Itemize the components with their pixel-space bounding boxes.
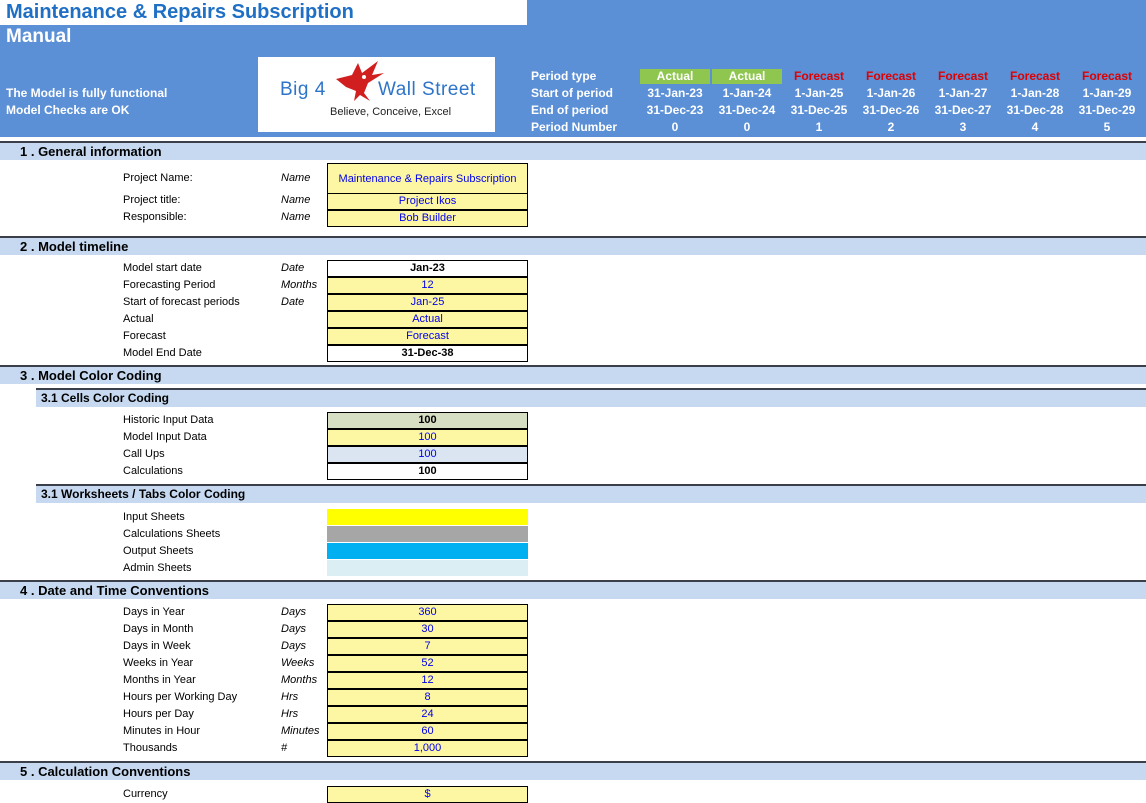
period-end-cell: 31-Dec-26 (862, 103, 920, 117)
company-logo (258, 57, 495, 132)
row-unit: Months (281, 674, 318, 686)
row-label: Model End Date (123, 347, 202, 359)
row-unit: Days (281, 623, 307, 635)
row-unit: Days (281, 640, 307, 652)
period-type-cell: Forecast (865, 69, 917, 83)
period-start-cell: 1-Jan-29 (1082, 86, 1132, 100)
row-unit: Weeks (281, 657, 315, 669)
row-label: Days in Year (123, 606, 185, 618)
subsection-title: 3.1 Worksheets / Tabs Color Coding (41, 487, 246, 501)
row-label: Admin Sheets (123, 562, 192, 574)
row-label: Minutes in Hour (123, 725, 201, 737)
convention-input[interactable]: 60 (327, 723, 528, 740)
period-number-cell: 3 (959, 120, 967, 134)
period-number-cell: 0 (743, 120, 751, 134)
row-unit: Date (281, 262, 305, 274)
row-label: Weeks in Year (123, 657, 194, 669)
calculations-sample[interactable]: 100 (327, 463, 528, 480)
row-label: Thousands (123, 742, 178, 754)
model-input-sample[interactable]: 100 (327, 429, 528, 446)
row-label: Model start date (123, 262, 202, 274)
row-label: Hours per Working Day (123, 691, 238, 703)
historic-input-sample[interactable]: 100 (327, 412, 528, 429)
logo-brand-left: Big 4 (280, 79, 326, 100)
output-sheets-swatch (327, 543, 528, 559)
period-start-cell: 1-Jan-24 (722, 86, 772, 100)
logo-brand-right: Wall Street (378, 79, 476, 100)
row-label: Input Sheets (123, 511, 185, 523)
logo-tagline: Believe, Conceive, Excel (330, 106, 452, 118)
row-label: Actual (123, 313, 154, 325)
period-end-cell: 31-Dec-24 (718, 103, 776, 117)
period-type-cell: Forecast (937, 69, 989, 83)
model-start-date-cell[interactable]: Jan-23 (327, 260, 528, 277)
period-number-cell: 4 (1031, 120, 1039, 134)
period-number-cell: 5 (1103, 120, 1111, 134)
period-type-cell: Forecast (1081, 69, 1133, 83)
subsection-title: 3.1 Cells Color Coding (41, 391, 170, 405)
model-checks-text: Model Checks are OK (6, 103, 130, 117)
project-title-input[interactable]: Project Ikos (327, 193, 528, 210)
row-label: Currency (123, 788, 168, 800)
period-type-cell: Actual (712, 69, 782, 84)
row-label: Days in Week (123, 640, 191, 652)
convention-input[interactable]: 7 (327, 638, 528, 655)
period-number-cell: 0 (671, 120, 679, 134)
period-end-cell: 31-Dec-28 (1006, 103, 1064, 117)
period-start-cell: 1-Jan-27 (938, 86, 988, 100)
start-of-period-label: Start of period (531, 86, 614, 100)
row-unit: Hrs (281, 708, 299, 720)
convention-input[interactable]: 12 (327, 672, 528, 689)
period-number-cell: 2 (887, 120, 895, 134)
row-unit: Name (281, 172, 311, 184)
subsection-cells-color-coding (36, 388, 1146, 407)
section-model-color-coding (0, 365, 1146, 384)
actual-label-input[interactable]: Actual (327, 311, 528, 328)
page-subtitle: Manual (6, 26, 72, 47)
period-end-cell: 31-Dec-27 (934, 103, 992, 117)
responsible-input[interactable]: Bob Builder (327, 210, 528, 227)
row-label: Project title: (123, 194, 181, 206)
model-end-date-cell[interactable]: 31-Dec-38 (327, 345, 528, 362)
calculation-sheets-swatch (327, 526, 528, 542)
period-end-cell: 31-Dec-29 (1078, 103, 1136, 117)
input-sheets-swatch (327, 509, 528, 525)
period-number-cell: 1 (815, 120, 823, 134)
period-start-cell: 31-Jan-23 (647, 86, 703, 100)
row-unit: # (281, 742, 288, 754)
row-label: Start of forecast periods (123, 296, 240, 308)
row-unit: Minutes (281, 725, 320, 737)
section-title: 4 . Date and Time Conventions (20, 583, 210, 598)
page-title: Maintenance & Repairs Subscription (6, 1, 354, 23)
row-label: Call Ups (123, 448, 165, 460)
section-title: 2 . Model timeline (20, 239, 129, 254)
section-date-time-conventions (0, 580, 1146, 599)
row-label: Days in Month (123, 623, 194, 635)
convention-input[interactable]: 360 (327, 604, 528, 621)
row-unit: Date (281, 296, 305, 308)
convention-input[interactable]: 8 (327, 689, 528, 706)
convention-input[interactable]: 30 (327, 621, 528, 638)
row-unit: Name (281, 211, 311, 223)
period-number-label: Period Number (531, 120, 618, 134)
row-unit: Days (281, 606, 307, 618)
row-label: Calculations (123, 465, 183, 477)
section-title: 1 . General information (20, 144, 162, 159)
period-start-cell: 1-Jan-25 (794, 86, 844, 100)
row-unit: Months (281, 279, 318, 291)
period-type-cell: Forecast (1009, 69, 1061, 83)
section-model-timeline (0, 236, 1146, 255)
forecast-start-input[interactable]: Jan-25 (327, 294, 528, 311)
period-type-cell: Forecast (793, 69, 845, 83)
row-unit: Hrs (281, 691, 299, 703)
row-label: Forecasting Period (123, 279, 216, 291)
subsection-tabs-color-coding (36, 484, 1146, 503)
row-label: Project Name: (123, 172, 193, 184)
row-label: Responsible: (123, 211, 187, 223)
period-type-label: Period type (531, 69, 597, 83)
row-label: Months in Year (123, 674, 196, 686)
section-title: 5 . Calculation Conventions (20, 764, 191, 779)
row-label: Historic Input Data (123, 414, 214, 426)
model-status-text: The Model is fully functional (6, 86, 168, 100)
currency-input[interactable]: $ (327, 786, 528, 803)
admin-sheets-swatch (327, 560, 528, 576)
row-label: Calculations Sheets (123, 528, 221, 540)
section-title: 3 . Model Color Coding (20, 368, 162, 383)
call-ups-sample[interactable]: 100 (327, 446, 528, 463)
forecast-label-input[interactable]: Forecast (327, 328, 528, 345)
forecasting-period-input[interactable]: 12 (327, 277, 528, 294)
period-start-cell: 1-Jan-28 (1010, 86, 1060, 100)
period-type-cell: Actual (640, 69, 710, 84)
period-end-cell: 31-Dec-25 (790, 103, 848, 117)
row-label: Hours per Day (123, 708, 194, 720)
period-end-cell: 31-Dec-23 (646, 103, 704, 117)
row-label: Output Sheets (123, 545, 194, 557)
end-of-period-label: End of period (531, 103, 609, 117)
row-unit: Name (281, 194, 311, 206)
period-start-cell: 1-Jan-26 (866, 86, 916, 100)
section-general-information (0, 141, 1146, 160)
section-calculation-conventions (0, 761, 1146, 780)
row-label: Forecast (123, 330, 166, 342)
convention-input[interactable]: 1,000 (327, 740, 528, 757)
convention-input[interactable]: 24 (327, 706, 528, 723)
project-name-input[interactable]: Maintenance & Repairs Subscription (327, 163, 528, 195)
convention-input[interactable]: 52 (327, 655, 528, 672)
row-label: Model Input Data (123, 431, 207, 443)
